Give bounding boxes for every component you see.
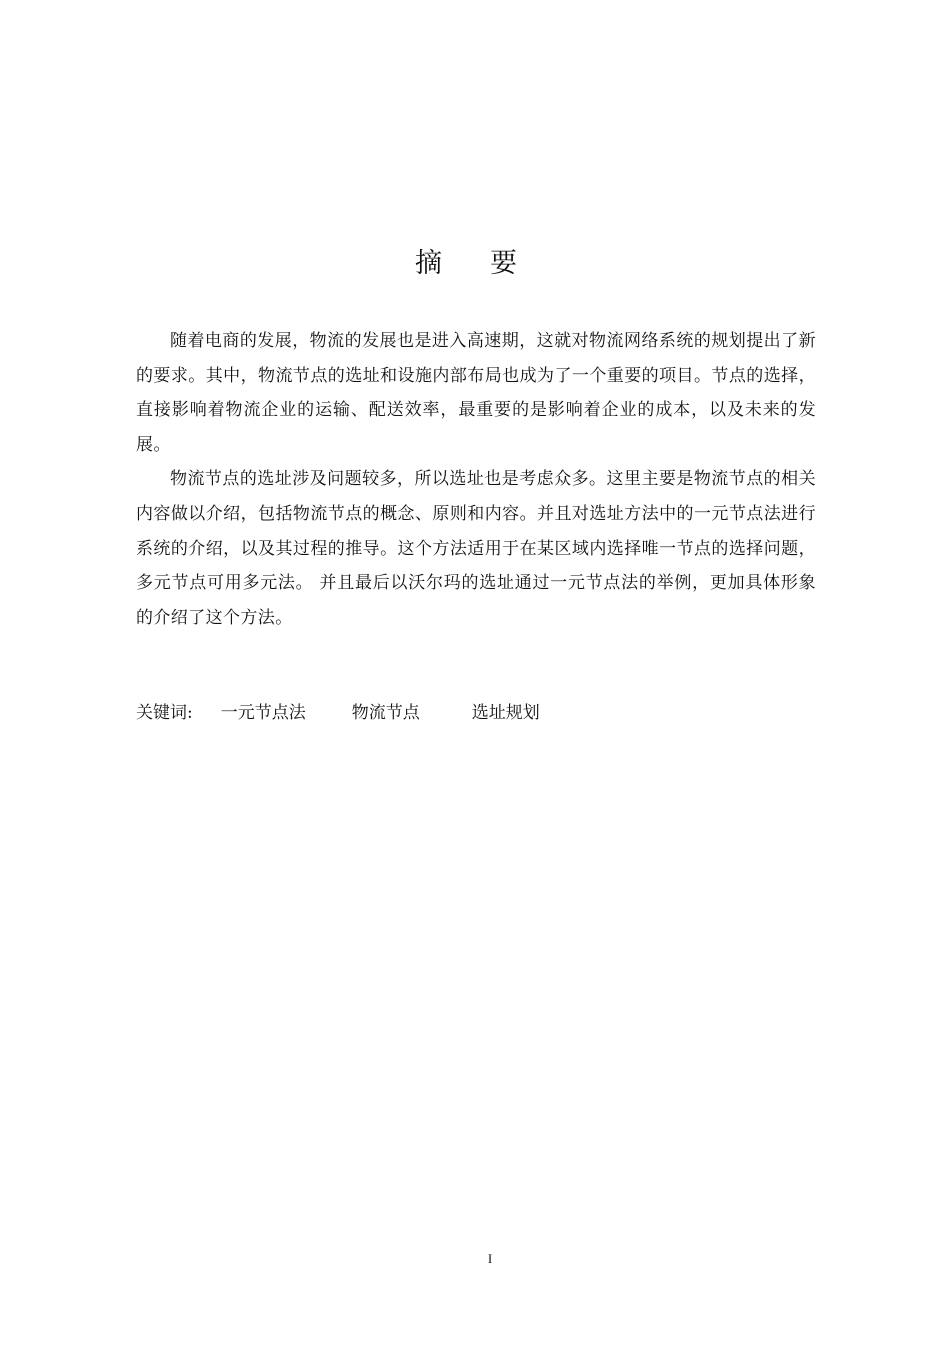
- keywords-line: [136, 699, 540, 727]
- abstract-paragraph-2: 物流节点的选址涉及问题较多，所以选址也是考虑众多。这里主要是物流节点的相关内容做以介绍，包括物流节点的概念、原则和内容。并且对选址方法中的一元节点法进行系统的介绍，以及其过程的推导。这个方法适用于在某区域内选择唯一节点的选择问题，多元节点可用多元法。 并且最后以沃尔玛的选址通过一元节点法的举例，更加具体形象的介绍了这个方法。: [136, 469, 816, 628]
- abstract-paragraph-1: 随着电商的发展，物流的发展也是进入高速期，这就对物流网络系统的规划提出了新的要求。其中，物流节点的选址和设施内部布局也成为了一个重要的项目。节点的选择，直接影响着物流企业的运输、配送效率，最重要的是影响着企业的成本，以及未来的发展。: [136, 331, 816, 455]
- abstract-body: [136, 324, 816, 635]
- keyword-item: 一元节点法: [220, 703, 306, 723]
- keyword-item: 选址规划: [471, 703, 540, 723]
- page-number: I: [487, 1251, 493, 1266]
- keyword-item: 物流节点: [351, 703, 420, 723]
- keywords-label: 关键词:: [136, 703, 193, 723]
- abstract-title: 摘要: [415, 248, 565, 279]
